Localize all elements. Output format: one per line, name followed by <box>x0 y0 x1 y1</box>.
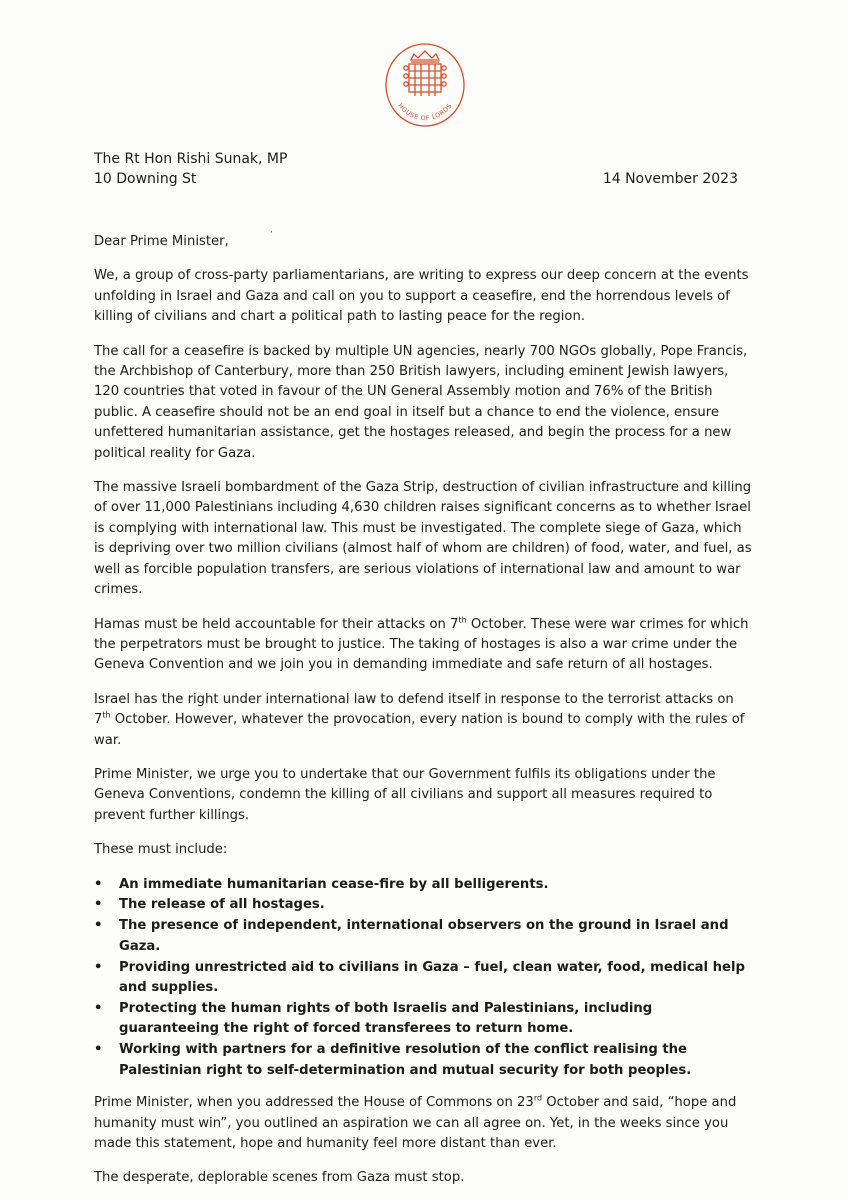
demand-item: • Providing unrestricted aid to civilians in Gaza – fuel, clean water, food, medical help and supplies. <box>94 958 754 999</box>
paragraph-bombardment: The massive Israeli bombardment of the Gaza Strip, destruction of civilian infrastructure and killing of over 11,000 Palestinians including 4,630 children raises significant concerns as to whether Israel is complying with international law. This must be investigated. The complete siege of Gaza, which is depriving over two million civilians (almost half of whom are children) of food, water, and fuel, as well as forcible population transfers, are serious violations of international law and amount to war crimes. <box>94 480 752 598</box>
paragraph-concern: We, a group of cross-party parliamentarians, are writing to express our deep concern at the events unfolding in Israel and Gaza and call on you to support a ceasefire, end the horrendous levels of killing of civilians and chart a political path to lasting peace for the region. <box>94 268 749 325</box>
letter-body <box>94 232 754 1203</box>
demand-item: • Working with partners for a definitive resolution of the conflict realising the Palestinian right to self-determination and mutual security for both peoples. <box>94 1040 754 1081</box>
stray-mark: , <box>270 225 273 235</box>
house-of-lords-crest <box>384 42 466 128</box>
recipient-name: The Rt Hon Rishi Sunak, MP <box>94 151 288 167</box>
svg-text:HOUSE OF LORDS <box>396 102 453 122</box>
paragraph-must-include: These must include: <box>94 842 228 858</box>
paragraph-hamas: Hamas must be held accountable for their attacks on 7th October. These were war crimes for which the perpetrators must be brought to justice. The taking of hostages is also a war crime under the Geneva Convention and we join you in demanding immediate and safe return of all hostages. <box>94 615 749 673</box>
paragraph-urge: Prime Minister, we urge you to undertake that our Government fulfils its obligations under the Geneva Conventions, condemn the killing of all civilians and support all measures required to prevent further killings. <box>94 766 716 823</box>
letter-date: 14 November 2023 <box>602 171 738 187</box>
paragraph-closing: The desperate, deplorable scenes from Gaza must stop. <box>94 1170 465 1186</box>
paragraph-ceasefire-support: The call for a ceasefire is backed by multiple UN agencies, nearly 700 NGOs globally, Pope Francis, the Archbishop of Canterbury, more than 250 British lawyers, including eminent Jewish lawyers, 120 countries that voted in favour of the UN General Assembly motion and 76% of the British public. A ceasefire should not be an end goal in itself but a chance to end the violence, ensure unfettered humanitarian assistance, get the hostages released, and begin the process for a new political reality for Gaza. <box>94 343 748 461</box>
demands-list <box>94 875 754 1082</box>
demand-item: • Protecting the human rights of both Israelis and Palestinians, including guaranteeing the right of forced transferees to return home. <box>94 999 754 1040</box>
demand-item: • The release of all hostages. <box>94 895 754 915</box>
recipient-street: 10 Downing St <box>94 171 197 187</box>
crest-label: HOUSE OF LORDS <box>396 102 454 123</box>
paragraph-hope-and-humanity: Prime Minister, when you addressed the House of Commons on 23rd October and said, “hope and humanity must win”, you outlined an aspiration we can all agree on. Yet, in the weeks since you made this statement, hope and humanity feel more distant than ever. <box>94 1093 737 1151</box>
demand-item: • The presence of independent, international observers on the ground in Israel and Gaza. <box>94 916 754 957</box>
paragraph-right-to-defend: Israel has the right under international law to defend itself in response to the terrorist attacks on 7th October. However, whatever the provocation, every nation is bound to comply with the rules of war. <box>94 691 745 748</box>
salutation: Dear Prime Minister, <box>94 234 229 249</box>
recipient-address <box>94 149 287 189</box>
demand-item: • An immediate humanitarian cease-fire by all belligerents. <box>94 875 754 895</box>
